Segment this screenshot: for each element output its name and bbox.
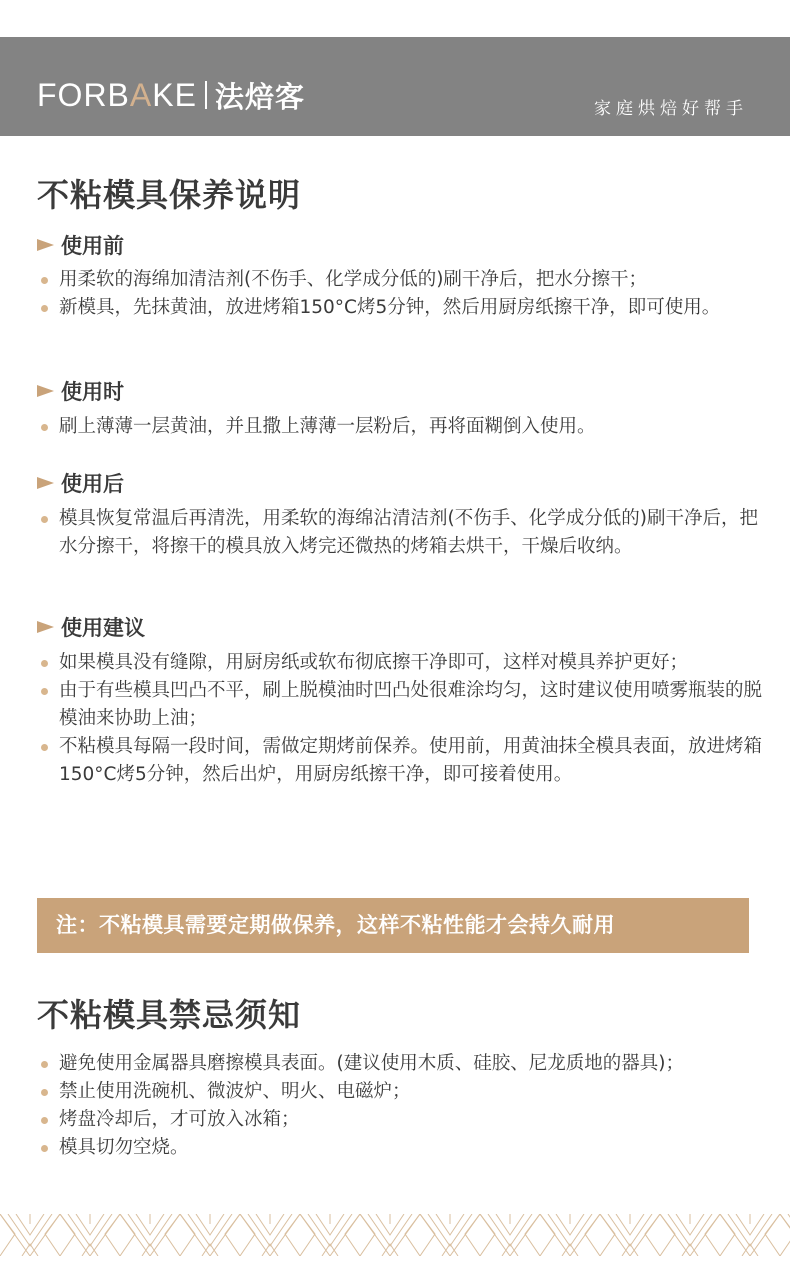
bullet-dot-icon <box>41 1117 48 1124</box>
slogan: 家庭烘焙好帮手 <box>594 99 748 119</box>
list-item: 刷上薄薄一层黄油，并且撒上薄薄一层粉后，再将面糊倒入使用。 <box>38 413 758 441</box>
bullet-dot-icon <box>41 1145 48 1152</box>
bullet-dot-icon <box>41 516 48 523</box>
bullet-dot-icon <box>41 1089 48 1096</box>
list-item: 用柔软的海绵加清洁剂(不伤手、化学成分低的)刷干净后，把水分擦干； <box>38 266 759 294</box>
list-item: 模具切勿空烧。 <box>38 1134 758 1162</box>
subheading-before-use: 使用前 <box>37 230 124 260</box>
list-prohibitions <box>38 1050 758 1162</box>
list-item: 如果模具没有缝隙，用厨房纸或软布彻底擦干净即可，这样对模具养护更好； <box>38 649 764 677</box>
list-item: 新模具，先抹黄油，放进烤箱150°C烤5分钟，然后用厨房纸擦干净，即可使用。 <box>38 294 739 322</box>
list-item: 避免使用金属器具磨擦模具表面。(建议使用木质、硅胶、尼龙质地的器具)； <box>38 1050 749 1078</box>
subheading-during-use: 使用时 <box>37 376 124 406</box>
subheading-after-use: 使用后 <box>37 468 124 498</box>
triangle-bullet-icon <box>37 477 54 489</box>
bullet-dot-icon <box>41 1061 48 1068</box>
subheading-advice: 使用建议 <box>37 612 145 642</box>
bullet-dot-icon <box>41 424 48 431</box>
list-after-use <box>38 505 758 561</box>
list-item: 不粘模具每隔一段时间，需做定期烤前保养。使用前，用黄油抹全模具表面，放进烤箱150°C烤5分钟，然后出炉，用厨房纸擦干净，即可接着使用。 <box>38 733 769 789</box>
bullet-dot-icon <box>41 305 48 312</box>
bullet-dot-icon <box>41 688 48 695</box>
triangle-bullet-icon <box>37 239 54 251</box>
triangle-bullet-icon <box>37 385 54 397</box>
list-item: 由于有些模具凹凸不平，刷上脱模油时凹凸处很难涂均匀，这时建议使用喷雾瓶装的脱模油来协助上油； <box>38 677 769 733</box>
logo-chinese: 法焙客 <box>214 79 305 114</box>
list-item: 模具恢复常温后再清洗，用柔软的海绵沾清洁剂(不伤手、化学成分低的)刷干净后，把水分擦干，将擦干的模具放入烤完还微热的烤箱去烘干，干燥后收纳。 <box>38 505 758 561</box>
logo-divider <box>205 81 207 109</box>
bullet-dot-icon <box>41 744 48 751</box>
section-title-prohibitions: 不粘模具禁忌须知 <box>37 996 302 1034</box>
decorative-pattern-border <box>0 1214 790 1256</box>
brand-logo <box>37 77 305 113</box>
header-bar <box>0 37 790 136</box>
list-during-use <box>38 413 758 441</box>
bullet-dot-icon <box>41 660 48 667</box>
triangle-bullet-icon <box>37 621 54 633</box>
section-title-care: 不粘模具保养说明 <box>37 176 302 214</box>
list-item: 禁止使用洗碗机、微波炉、明火、电磁炉； <box>38 1078 758 1106</box>
list-before-use <box>38 266 758 322</box>
bullet-dot-icon <box>41 277 48 284</box>
logo-english: FORBAKE <box>37 76 197 113</box>
list-item: 烤盘冷却后，才可放入冰箱； <box>38 1106 758 1134</box>
list-advice <box>38 649 763 789</box>
maintenance-note-banner: 注：不粘模具需要定期做保养，这样不粘性能才会持久耐用 <box>37 898 749 953</box>
